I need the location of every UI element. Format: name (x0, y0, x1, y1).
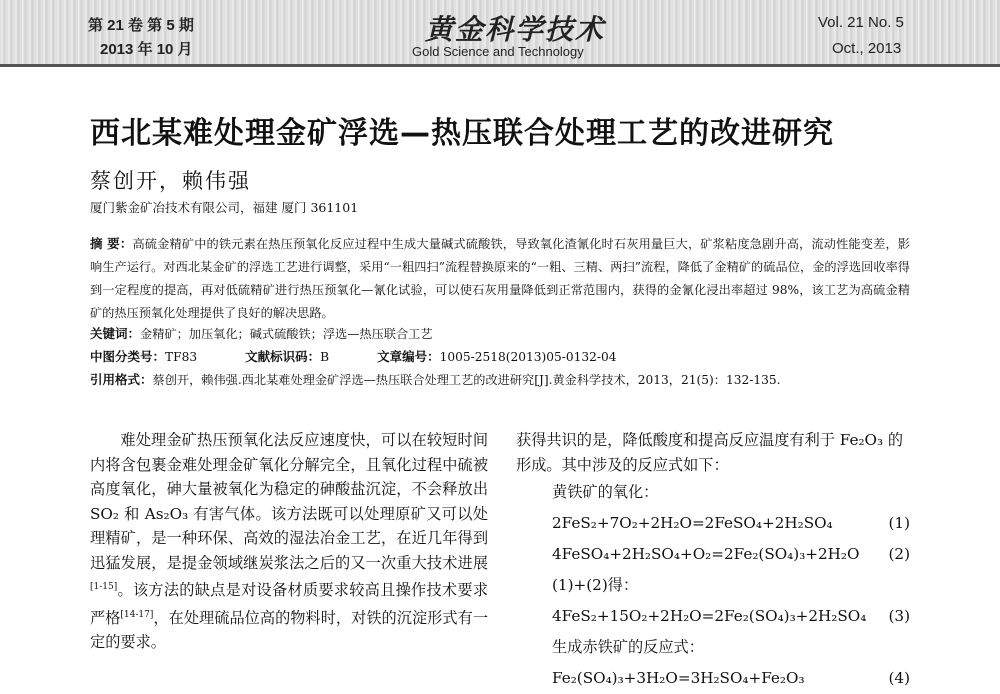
clc-label: 中图分类号： (90, 349, 166, 364)
abstract-label: 摘 要： (90, 236, 133, 251)
classification-line (90, 347, 617, 365)
keywords-text: 金精矿；加压氧化；碱式硫酸铁；浮选—热压联合工艺 (140, 327, 433, 341)
hematite-reaction-heading: 生成赤铁矿的反应式： (552, 638, 704, 656)
keywords-label: 关键词： (90, 326, 141, 341)
doc-code-value: B (320, 350, 330, 364)
doc-code-label: 文献标识码： (245, 349, 321, 364)
equation-2-number: (2) (888, 545, 910, 563)
pyrite-oxidation-heading: 黄铁矿的氧化： (552, 483, 659, 501)
authors: 蔡创开，赖伟强 (90, 169, 251, 193)
affiliation: 厦门紫金矿冶技术有限公司，福建 厦门 361101 (90, 200, 359, 215)
clc-value: TF83 (165, 350, 198, 364)
keywords-line (90, 324, 433, 342)
citation-line (90, 370, 780, 388)
combined-equation-heading: (1)+(2)得： (552, 576, 639, 594)
abstract-text: 高硫金精矿中的铁元素在热压预氧化反应过程中生成大量碱式硫酸铁，导致氧化渣氰化时石灰用量巨大，矿浆粘度急剧升高，流动性能变差，影响生产运行。对西北某金矿的浮选工艺进行调整，采用“一粗四扫”流程替换原来的“一粗、三精、两扫”流程，降低了金精矿的硫品位，金的浮选回收率得到一定程度的提高，再对低硫精矿进行热压预氧化—氰化试验，可以使石灰用量降低到正常范围内，获得的金氰化浸出率超过 98%，该工艺为高硫金精矿的热压预氧化处理提供了良好的解决思路。 (90, 237, 910, 320)
volume-issue-cn: 第 21 卷 第 5 期 (88, 17, 194, 34)
journal-name-cn: 黄金科学技术 (425, 13, 606, 46)
paper-title: 西北某难处理金矿浮选—热压联合处理工艺的改进研究 (90, 116, 834, 151)
reaction-intro: 获得共识的是，降低酸度和提高反应温度有利于 Fe₂O₃ 的形成。其中涉及的反应式如下： (516, 431, 904, 474)
reference-1: [1-15] (90, 582, 118, 592)
equation-2: 4FeSO₄+2H₂SO₄+O₂=2Fe₂(SO₄)₃+2H₂O (2) (516, 539, 916, 570)
equation-4: Fe₂(SO₄)₃+3H₂O=3H₂SO₄+Fe₂O₃ (4) (516, 663, 916, 694)
equation-4-number: (4) (888, 669, 910, 687)
body-left-column (90, 428, 488, 655)
article-number-label: 文章编号： (377, 349, 440, 364)
journal-name-en: Gold Science and Technology (412, 44, 584, 59)
reference-2: [14-17] (120, 609, 154, 620)
equation-3: 4FeS₂+15O₂+2H₂O=2Fe₂(SO₄)₃+2H₂SO₄ (3) (516, 601, 916, 632)
publication-date-cn: 2013 年 10 月 (100, 41, 193, 58)
volume-issue-en: Vol. 21 No. 5 (818, 14, 904, 31)
equation-1: 2FeS₂+7O₂+2H₂O=2FeSO₄+2H₂SO₄ (1) (516, 508, 916, 539)
body-right-column (516, 428, 916, 694)
citation-label: 引用格式： (90, 372, 153, 387)
article-number-value: 1005-2518(2013)05-0132-04 (439, 350, 617, 364)
intro-paragraph: 难处理金矿热压预氧化法反应速度快，可以在较短时间内将含包裹金难处理金矿氧化分解完全，且氧化过程中硫被高度氧化，砷大量被氧化为稳定的砷酸盐沉淀，不会释放出 SO₂ 和 As₂O₃ 有害气体。该方法既可以处理原矿又可以处理精矿，是一种环保、高效的湿法冶金工艺，在近几年得到迅猛发展，是提金领域继炭浆法之后的又一次重大技术进展[1-15]。该方法的缺点是对设备材质要求较高且操作技术要求严格[14-17]，在处理硫品位高的物料时，对铁的沉淀形式有一定的要求。 (90, 431, 489, 652)
citation-text: 蔡创开，赖伟强.西北某难处理金矿浮选—热压联合处理工艺的改进研究[J].黄金科学技术，2013，21(5)：132-135. (152, 373, 781, 387)
publication-date-en: Oct., 2013 (832, 40, 902, 57)
equation-3-number: (3) (888, 607, 910, 625)
abstract (90, 232, 910, 325)
equation-1-number: (1) (888, 514, 910, 532)
journal-header-band (0, 0, 1000, 67)
